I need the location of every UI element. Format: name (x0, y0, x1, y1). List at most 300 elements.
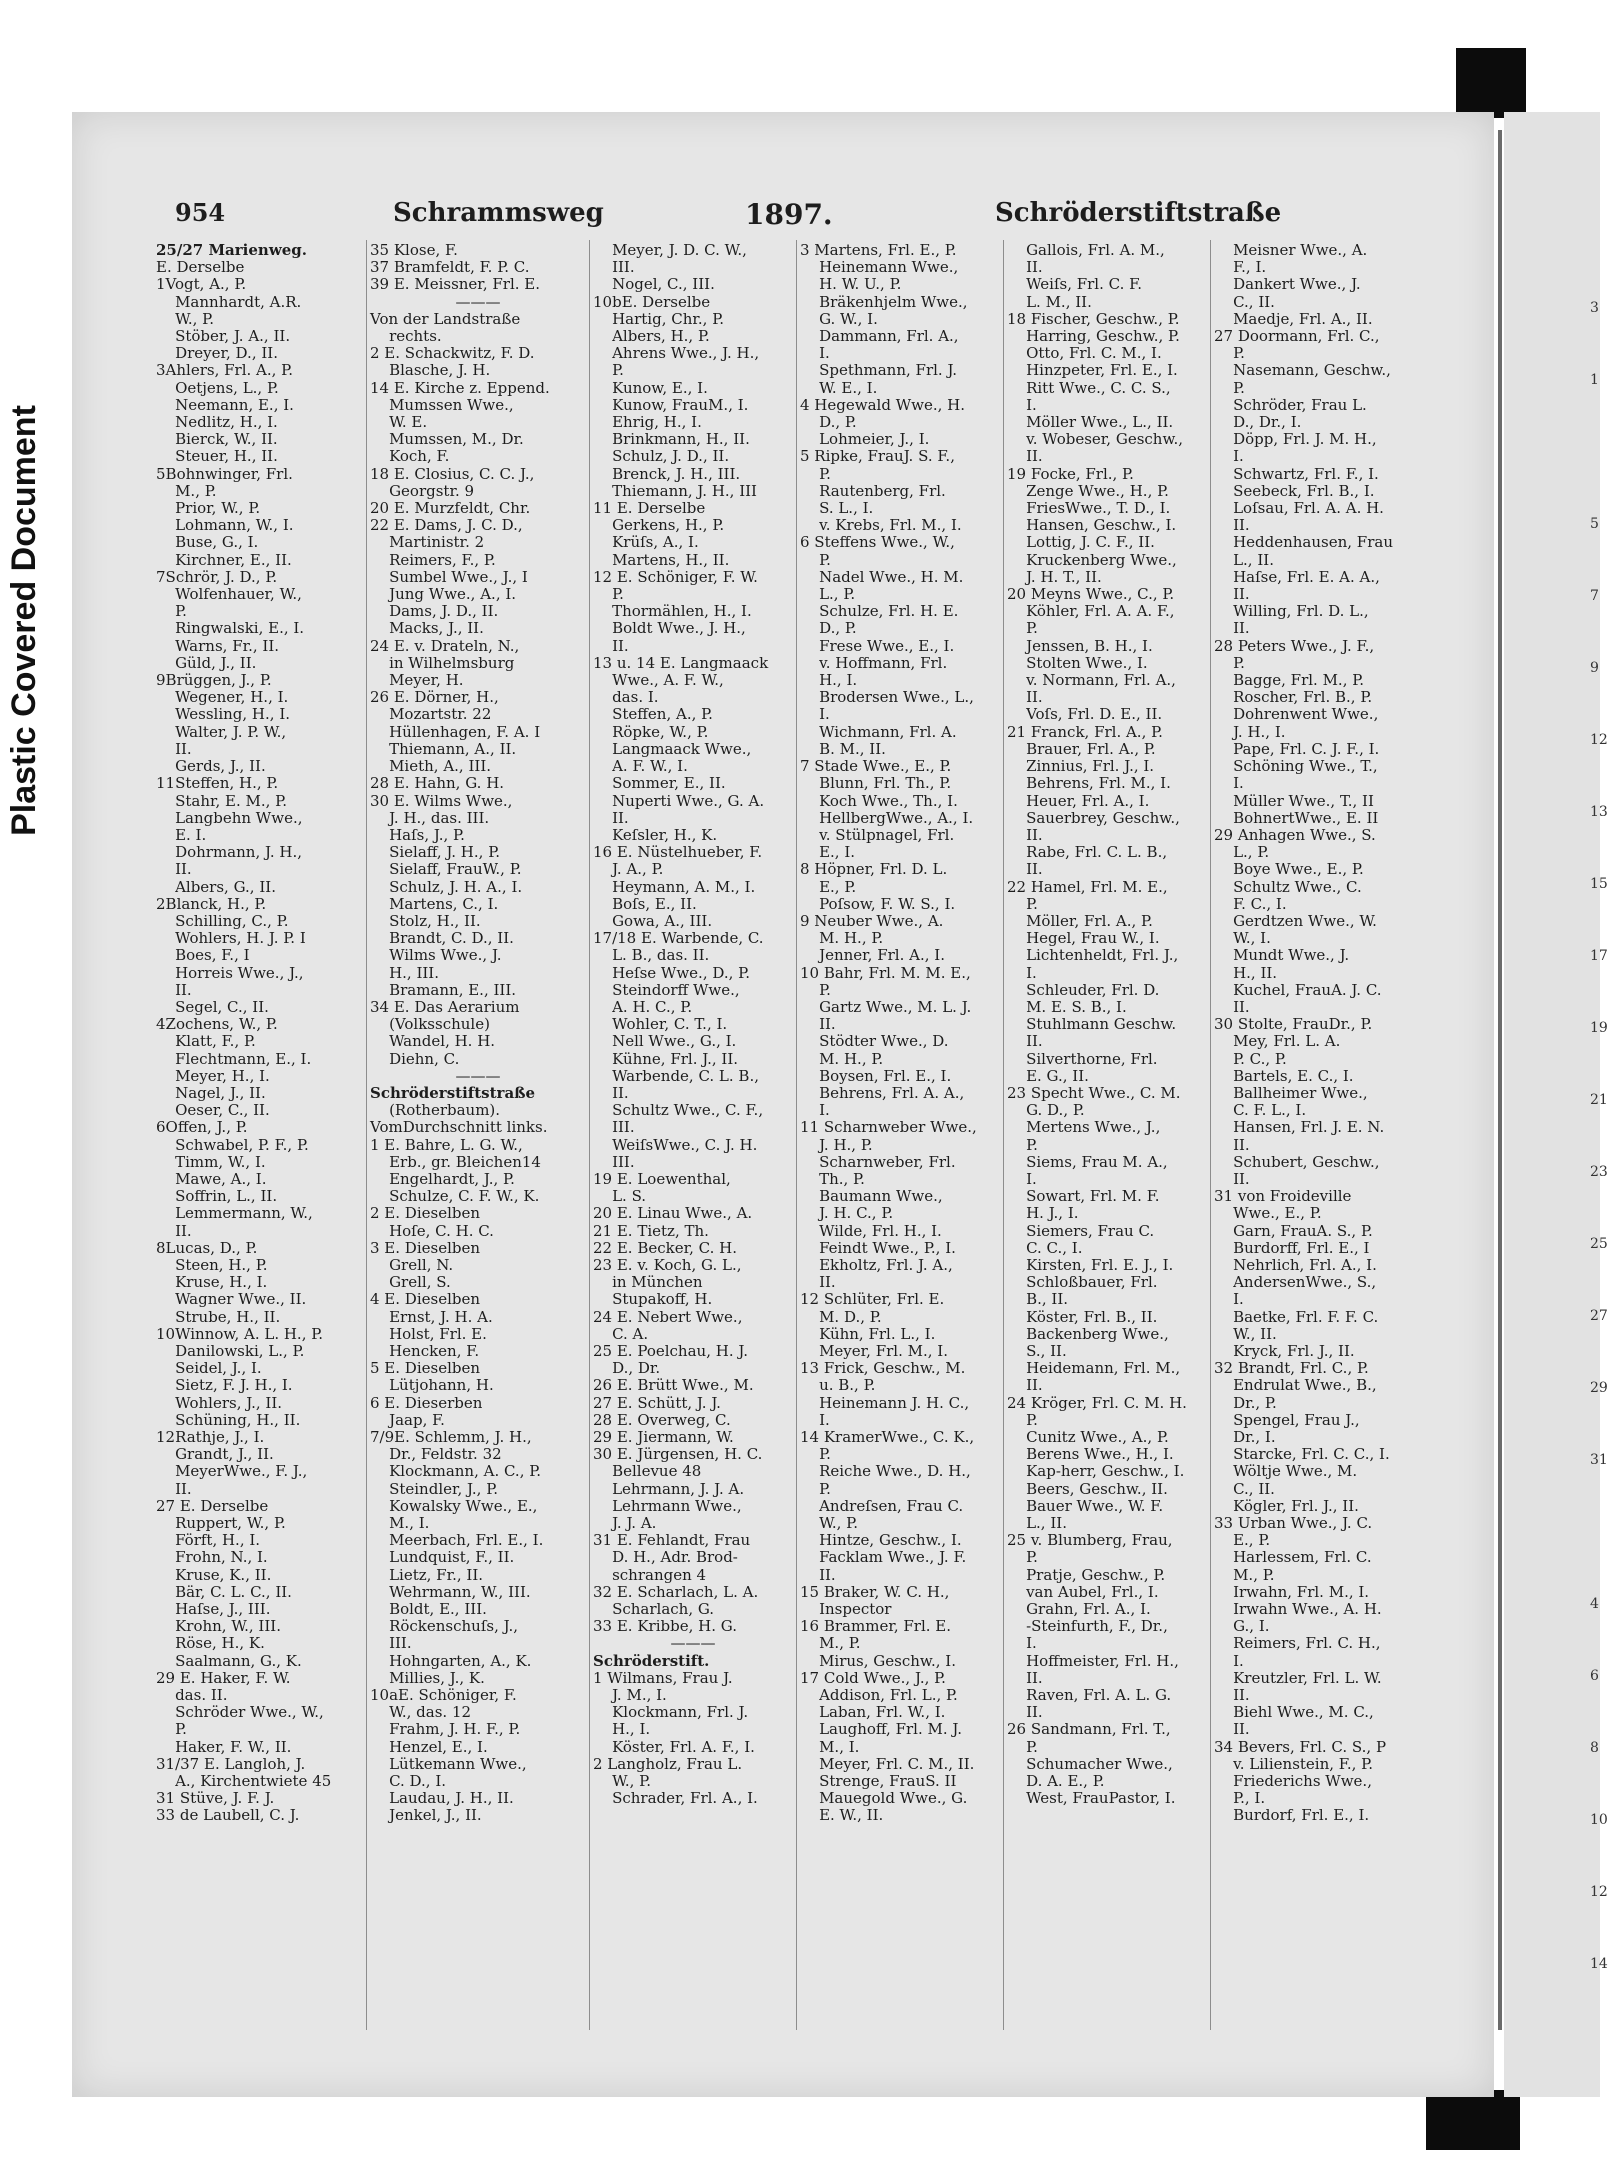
entry-line: Zinnius, Frl. J., I. (1007, 757, 1155, 776)
entry-line: Nuperti Wwe., G. A. (593, 791, 765, 810)
entry-line: E., P. (800, 877, 857, 896)
entry-line: Sommer, E., II. (593, 774, 726, 793)
directory-column-6 (1214, 242, 1410, 2082)
entry-line: Thiemann, A., II. (370, 739, 517, 758)
directory-column-3 (593, 242, 793, 2082)
entry-line: Meisner Wwe., A. (1214, 241, 1368, 259)
entry-line: S., II. (1007, 1342, 1067, 1360)
entry-line: Burdorf, Frl. E., I. (1214, 1806, 1370, 1825)
entry-line: v. Normann, Frl. A., (1007, 671, 1176, 690)
entry-line: D., P. (800, 413, 857, 432)
entry-line: 2 E. Schackwitz, F. D. (370, 344, 535, 363)
entry-line: I. (800, 1410, 830, 1429)
entry-line: 6 E. Dieserben (370, 1393, 483, 1412)
entry-line: Sumbel Wwe., J., I (370, 567, 528, 586)
entry-line: Sielaff, J. H., P. (370, 843, 501, 862)
edge-number: 8 (1590, 1740, 1599, 1756)
entry-line: Brenck, J. H., III. (593, 464, 741, 483)
entry-line: Lottig, J. C. F., II. (1007, 533, 1155, 552)
entry-line: 7 Stade Wwe., E., P. (800, 757, 952, 776)
entry-line: Kruse, K., II. (156, 1565, 272, 1584)
entry-line: P. (800, 1479, 831, 1498)
entry-line: 5 Ripke, FrauJ. S. F., (800, 447, 955, 466)
entry-line: 18 Fischer, Geschw., P. (1007, 309, 1180, 328)
entry-line: 16 Brammer, Frl. E. (800, 1617, 952, 1636)
entry-line: 30 E. Wilms Wwe., (370, 791, 513, 810)
entry-line: Irwahn, Frl. M., I. (1214, 1582, 1370, 1601)
edge-number: 31 (1590, 1452, 1608, 1468)
entry-line: Sauerbrey, Geschw., (1007, 808, 1180, 827)
entry-line: J. H., das. III. (370, 808, 490, 827)
entry-line: Von der Landstraße (370, 309, 521, 328)
entry-line: Biehl Wwe., M. C., (1214, 1703, 1374, 1722)
entry-line: Mey, Frl. L. A. (1214, 1032, 1341, 1051)
entry-line: Meerbach, Frl. E., I. (370, 1531, 544, 1550)
entry-line: 26 E. Brütt Wwe., M. (593, 1376, 754, 1395)
entry-line: Burdorff, Frl. E., I (1214, 1238, 1370, 1257)
edge-number: 27 (1590, 1308, 1608, 1324)
entry-line: L., P. (800, 585, 856, 604)
entry-line: Facklam Wwe., J. F. (800, 1548, 967, 1567)
entry-line: 25/27 Marienweg. (156, 241, 307, 259)
entry-line: Wwe., A. F. W., (593, 671, 724, 690)
entry-line: P. (800, 464, 831, 483)
entry-line: 19 Focke, Frl., P. (1007, 464, 1134, 483)
entry-line: Wöltje Wwe., M. (1214, 1462, 1358, 1481)
entry-line: Lohmann, W., I. (156, 516, 294, 535)
entry-line: L. B., das. II. (593, 946, 710, 965)
entry-line: Strenge, FrauS. II (800, 1772, 957, 1791)
entry-line: Nadel Wwe., H. M. (800, 567, 964, 586)
entry-line: 27 Doormann, Frl. C., (1214, 327, 1380, 346)
entry-line: D., Dr. (593, 1359, 661, 1378)
entry-line: II. (1214, 997, 1250, 1016)
entry-line: v. Hoffmann, Frl. (800, 653, 948, 672)
entry-line: Meyer, Frl. C. M., II. (800, 1754, 975, 1773)
entry-line: Schultz Wwe., C. F., (593, 1101, 764, 1120)
entry-line: II. (1214, 585, 1250, 604)
entry-line: Schöning Wwe., T., (1214, 757, 1378, 776)
entry-line: Raven, Frl. A. L. G. (1007, 1686, 1172, 1705)
entry-line: M., P. (156, 481, 217, 500)
entry-line: 10 Bahr, Frl. M. M. E., (800, 963, 971, 982)
entry-line: D., Dr., I. (1214, 413, 1302, 432)
entry-line: Dr., P. (1214, 1393, 1277, 1412)
page-gutter (1498, 130, 1502, 2030)
entry-line: u. B., P. (800, 1376, 876, 1395)
entry-line: W., II. (1214, 1324, 1277, 1343)
entry-line: Millies, J., K. (370, 1668, 485, 1687)
entry-line: Mirus, Geschw., I. (800, 1651, 956, 1670)
entry-line: Beers, Geschw., II. (1007, 1479, 1168, 1498)
next-page-edge (1504, 112, 1600, 2097)
entry-line: Baumann Wwe., (800, 1187, 943, 1206)
entry-line: Schulze, C. F. W., K. (370, 1187, 540, 1206)
entry-line: 13 Frick, Geschw., M. (800, 1359, 966, 1378)
entry-line: Behrens, Frl. A. A., (800, 1083, 965, 1102)
entry-line: Schulz, J. D., II. (593, 447, 730, 466)
entry-line: Bagge, Frl. M., P. (1214, 671, 1365, 690)
entry-line: M., P. (800, 1634, 861, 1653)
entry-line: Martinistr. 2 (370, 533, 485, 552)
entry-line: III. (370, 1634, 412, 1653)
entry-line: Lundquist, F., II. (370, 1548, 515, 1567)
entry-line: 11Steffen, H., P. (156, 774, 279, 793)
entry-line: III. (593, 258, 635, 277)
entry-line: 33 de Laubell, C. J. (156, 1806, 300, 1825)
entry-line: Reimers, Frl. C. H., (1214, 1634, 1381, 1653)
entry-line: Jenkel, J., II. (370, 1806, 482, 1825)
entry-line: Mawe, A., I. (156, 1169, 267, 1188)
entry-line: II. (1214, 1135, 1250, 1154)
entry-line: Köster, Frl. A. F., I. (593, 1737, 755, 1756)
edge-number: 3 (1590, 300, 1599, 316)
left-heading: Schrammsweg (393, 198, 604, 228)
entry-line: P. (800, 550, 831, 569)
entry-line: B., II. (1007, 1290, 1069, 1309)
entry-line: Möller, Frl. A., P. (1007, 911, 1153, 930)
entry-line: Steuer, H., II. (156, 447, 278, 466)
column-divider (589, 240, 590, 2030)
entry-line: Nehrlich, Frl. A., I. (1214, 1255, 1377, 1274)
entry-line: II. (1007, 258, 1043, 277)
entry-line: Mozartstr. 22 (370, 705, 492, 724)
entry-line: Blasche, J. H. (370, 361, 491, 380)
entry-line: 23 Specht Wwe., C. M. (1007, 1083, 1181, 1102)
entry-line: C. C., I. (1007, 1238, 1083, 1257)
entry-line: III. (593, 1118, 635, 1137)
entry-line: A., Kirchentwiete 45 (156, 1772, 332, 1791)
entry-line: I. (1007, 963, 1037, 982)
entry-line: Wohler, C. T., I. (593, 1015, 728, 1034)
entry-line: Stuhlmann Geschw. (1007, 1015, 1177, 1034)
entry-line: Gallois, Frl. A. M., (1007, 241, 1165, 259)
entry-line: Kunow, E., I. (593, 378, 708, 397)
entry-line: Haſse, J., III. (156, 1600, 271, 1619)
entry-line: 15 Braker, W. C. H., (800, 1582, 950, 1601)
entry-line: II. (593, 636, 629, 655)
entry-line: Prior, W., P. (156, 499, 261, 518)
entry-line: Thiemann, J. H., III (593, 481, 757, 500)
entry-line: Keſsler, H., K. (593, 825, 718, 844)
entry-line: Wagner Wwe., II. (156, 1290, 307, 1309)
entry-line: Segel, C., II. (156, 997, 269, 1016)
entry-line: rechts. (370, 327, 442, 346)
entry-line: Bartels, E. C., I. (1214, 1066, 1354, 1085)
edge-number: 25 (1590, 1236, 1608, 1252)
entry-line: Kruse, H., I. (156, 1273, 268, 1292)
entry-line: Warbende, C. L. B., (593, 1066, 759, 1085)
edge-number: 21 (1590, 1092, 1608, 1108)
entry-line: H., I. (593, 1720, 651, 1739)
entry-line: 19 E. Loewenthal, (593, 1169, 731, 1188)
entry-line: G., I. (1214, 1617, 1270, 1636)
entry-line: Albers, G., II. (156, 877, 276, 896)
entry-line: I. (1214, 1651, 1244, 1670)
entry-line: Steen, H., P. (156, 1255, 268, 1274)
entry-line: 10bE. Derselbe (593, 292, 711, 311)
entry-line: 34 E. Das Aerarium (370, 997, 520, 1016)
entry-line: P. (1007, 1410, 1038, 1429)
entry-line: Frahm, J. H. F., P. (370, 1720, 521, 1739)
entry-line: Stödter Wwe., D. (800, 1032, 949, 1051)
year: 1897. (745, 198, 833, 231)
entry-line: Laughoff, Frl. M. J. (800, 1720, 963, 1739)
entry-line: I. (1007, 1169, 1037, 1188)
entry-line: Grell, N. (370, 1255, 454, 1274)
entry-line: P. C., P. (1214, 1049, 1287, 1068)
entry-line: Martens, C., I. (370, 894, 499, 913)
entry-line: Lehrmann Wwe., (593, 1496, 742, 1515)
bottom-black-bar (1426, 2090, 1520, 2150)
entry-line: 33 E. Kribbe, H. G. (593, 1617, 737, 1636)
entry-line: Wohlers, J., II. (156, 1393, 283, 1412)
entry-line: Meyer, Frl. M., I. (800, 1342, 948, 1360)
entry-line: Lemmermann, W., (156, 1204, 313, 1223)
entry-line: W., P. (156, 309, 214, 328)
entry-line: P. (593, 585, 624, 604)
entry-line: Wilms Wwe., J. (370, 946, 502, 965)
entry-line: P. (800, 980, 831, 999)
entry-line: E., P. (1214, 1531, 1271, 1550)
entry-line: Bierck, W., II. (156, 430, 278, 449)
entry-line: M., I. (370, 1514, 430, 1533)
entry-line: Martens, H., II. (593, 550, 730, 569)
entry-line: Güld, J., II. (156, 653, 257, 672)
entry-line: Gowa, A., III. (593, 911, 713, 930)
entry-line: L., II. (1214, 550, 1274, 569)
entry-line: Scharlach, G. (593, 1600, 715, 1619)
entry-line: Ehrig, H., I. (593, 413, 702, 432)
entry-line: Kirchner, E., II. (156, 550, 292, 569)
entry-line: Rabe, Frl. C. L. B., (1007, 843, 1168, 862)
entry-line: Schultz Wwe., C. (1214, 877, 1362, 896)
entry-line: L., II. (1007, 1514, 1067, 1533)
entry-line: Schilling, C., P. (156, 911, 289, 930)
entry-line: Stolz, H., II. (370, 911, 481, 930)
entry-line: II. (1007, 688, 1043, 707)
entry-line: W., I. (1214, 929, 1271, 948)
entry-line: Hüllenhagen, F. A. I (370, 722, 541, 741)
entry-line: Wessling, H., I. (156, 705, 291, 724)
entry-line: 10Winnow, A. L. H., P. (156, 1324, 324, 1343)
entry-line: H., III. (370, 963, 440, 982)
entry-line: G. W., I. (800, 309, 878, 328)
column-divider (1003, 240, 1004, 2030)
entry-line: Nell Wwe., G., I. (593, 1032, 737, 1051)
entry-line: ——— (670, 1634, 716, 1653)
edge-number: 10 (1590, 1812, 1608, 1828)
entry-line: Nedlitz, H., I. (156, 413, 278, 432)
entry-line: P. (1007, 1737, 1038, 1756)
entry-line: II. (1007, 1703, 1043, 1722)
entry-line: v. Stülpnagel, Frl. (800, 825, 955, 844)
entry-line: Schröderstiftstraße (370, 1083, 536, 1102)
entry-line: Thormählen, H., I. (593, 602, 752, 621)
entry-line: J. H. T., II. (1007, 567, 1102, 586)
column-divider (366, 240, 367, 2030)
entry-line: 14 E. Kirche z. Eppend. (370, 378, 550, 397)
entry-line: Boſs, E., II. (593, 894, 697, 913)
entry-line: Haſs, J., P. (370, 825, 465, 844)
entry-line: Baetke, Frl. F. F. C. (1214, 1307, 1379, 1326)
entry-line: Schleuder, Frl. D. (1007, 980, 1160, 999)
entry-line: L. M., II. (1007, 292, 1092, 311)
entry-line: II. (156, 860, 192, 879)
entry-line: P., I. (1214, 1789, 1266, 1808)
entry-line: Stolten Wwe., I. (1007, 653, 1148, 672)
entry-line: D. H., Adr. Brod- (593, 1548, 738, 1567)
entry-line: Schwabel, P. F., P. (156, 1135, 309, 1154)
entry-line: ——— (455, 1066, 501, 1085)
entry-line: 23 E. v. Koch, G. L., (593, 1255, 742, 1274)
entry-line: III. (593, 1152, 635, 1171)
entry-line: AndersenWwe., S., (1214, 1273, 1377, 1292)
entry-line: J. H. C., P. (800, 1204, 894, 1223)
entry-line: Jenner, Frl. A., I. (800, 946, 945, 965)
entry-line: Loſsau, Frl. A. A. H. (1214, 499, 1384, 518)
entry-line: 27 E. Derselbe (156, 1496, 269, 1515)
entry-line: Addison, Frl. L., P. (800, 1686, 958, 1705)
entry-line: W. E., I. (800, 378, 878, 397)
entry-line: F. C., I. (1214, 894, 1287, 913)
entry-line: 1 Wilmans, Frau J. (593, 1668, 733, 1687)
entry-line: Laban, Frl. W., I. (800, 1703, 946, 1722)
entry-line: Schulz, J. H. A., I. (370, 877, 523, 896)
entry-line: Klockmann, Frl. J. (593, 1703, 749, 1722)
entry-line: M. E. S. B., I. (1007, 997, 1127, 1016)
entry-line: I. (800, 344, 830, 363)
entry-line: Heidemann, Frl. M., (1007, 1359, 1181, 1378)
entry-line: D. A. E., P. (1007, 1772, 1105, 1791)
entry-line: Endrulat Wwe., B., (1214, 1376, 1377, 1395)
edge-number: 4 (1590, 1596, 1599, 1612)
entry-line: Hinzpeter, Frl. E., I. (1007, 361, 1178, 380)
entry-line: Dohrenwent Wwe., (1214, 705, 1379, 724)
entry-line: Hansen, Frl. J. E. N. (1214, 1118, 1385, 1137)
entry-line: Cunitz Wwe., A., P. (1007, 1428, 1169, 1447)
entry-line: I. (1007, 395, 1037, 414)
entry-line: Soffrin, L., II. (156, 1187, 278, 1206)
entry-line: Boysen, Frl. E., I. (800, 1066, 952, 1085)
entry-line: II. (1214, 619, 1250, 638)
entry-line: Mertens Wwe., J., (1007, 1118, 1161, 1137)
entry-line: Mauegold Wwe., G. (800, 1789, 968, 1808)
entry-line: Albers, H., P. (593, 327, 710, 346)
entry-line: A. F. W., I. (593, 757, 688, 776)
entry-line: Reimers, F., P. (370, 550, 496, 569)
entry-line: Walter, J. P. W., (156, 722, 287, 741)
column-divider (796, 240, 797, 2030)
entry-line: Heuer, Frl. A., I. (1007, 791, 1150, 810)
entry-line: H. J., I. (1007, 1204, 1079, 1223)
entry-line: P. (1214, 344, 1245, 363)
entry-line: Boes, F., I (156, 946, 250, 965)
entry-line: 31 E. Fehlandt, Frau (593, 1531, 751, 1550)
entry-line: Reiche Wwe., D. H., (800, 1462, 971, 1481)
entry-line: Boldt, E., III. (370, 1600, 487, 1619)
entry-line: Georgstr. 9 (370, 481, 475, 500)
page-number: 954 (175, 198, 226, 227)
entry-line: Behrens, Frl. M., I. (1007, 774, 1171, 793)
entry-line: Wehrmann, W., III. (370, 1582, 531, 1601)
entry-line: L. S. (593, 1187, 647, 1206)
entry-line: Garn, FrauA. S., P. (1214, 1221, 1373, 1240)
entry-line: Irwahn Wwe., A. H. (1214, 1600, 1382, 1619)
entry-line: Bellevue 48 (593, 1462, 702, 1481)
entry-line: Ritt Wwe., C. C. S., (1007, 378, 1171, 397)
entry-line: Friederichs Wwe., (1214, 1772, 1372, 1791)
entry-line: Haſse, Frl. E. A. A., (1214, 567, 1380, 586)
entry-line: II. (1007, 860, 1043, 879)
entry-line: Harlessem, Frl. C. (1214, 1548, 1372, 1567)
entry-line: I. (800, 1101, 830, 1120)
entry-line: P. (1007, 1135, 1038, 1154)
entry-line: Henzel, E., I. (370, 1737, 488, 1756)
sidebar-label (4, 360, 44, 880)
entry-line: Dreyer, D., II. (156, 344, 278, 363)
entry-line: Siemers, Frau C. (1007, 1221, 1155, 1240)
entry-line: Oeser, C., II. (156, 1101, 270, 1120)
entry-line: I. (800, 705, 830, 724)
entry-line: Brodersen Wwe., L., (800, 688, 974, 707)
entry-line: Pape, Frl. C. J. F., I. (1214, 739, 1380, 758)
entry-line: Ahrens Wwe., J. H., (593, 344, 760, 363)
entry-line: Hoſe, C. H. C. (370, 1221, 494, 1240)
entry-line: Kruckenberg Wwe., (1007, 550, 1177, 569)
entry-line: Spethmann, Frl. J. (800, 361, 958, 380)
entry-line: 33 Urban Wwe., J. C. (1214, 1514, 1373, 1533)
entry-line: 32 E. Scharlach, L. A. (593, 1582, 759, 1601)
entry-line: 1Vogt, A., P. (156, 275, 247, 294)
entry-line: G. D., P. (1007, 1101, 1085, 1120)
entry-line: P. (156, 1720, 187, 1739)
entry-line: Blunn, Frl. Th., P. (800, 774, 952, 793)
entry-line: 28 E. Overweg, C. (593, 1410, 731, 1429)
entry-line: 22 Hamel, Frl. M. E., (1007, 877, 1168, 896)
column-divider (1210, 240, 1211, 2030)
entry-line: v. Krebs, Frl. M., I. (800, 516, 962, 535)
entry-line: Boldt Wwe., J. H., (593, 619, 746, 638)
entry-line: Heddenhausen, Frau (1214, 533, 1393, 552)
edge-number: 12 (1590, 732, 1608, 748)
entry-line: 11 E. Derselbe (593, 499, 706, 518)
entry-line: Ekholtz, Frl. J. A., (800, 1255, 953, 1274)
entry-line: Köhler, Frl. A. A. F., (1007, 602, 1175, 621)
entry-line: Dohrmann, J. H., (156, 843, 302, 862)
entry-line: Diehn, C. (370, 1049, 460, 1068)
entry-line: P. (1214, 653, 1245, 672)
entry-line: 20 E. Murzfeldt, Chr. (370, 499, 531, 518)
entry-line: J. H., I. (1214, 722, 1286, 741)
entry-line: Hintze, Geschw., I. (800, 1531, 962, 1550)
entry-line: W., P. (593, 1772, 651, 1791)
entry-line: Starcke, Frl. C. C., I. (1214, 1445, 1390, 1464)
entry-line: I. (1007, 1634, 1037, 1653)
entry-line: 25 E. Poelchau, H. J. (593, 1342, 748, 1360)
entry-line: Kap-herr, Geschw., I. (1007, 1462, 1185, 1481)
entry-line: W., das. 12 (370, 1703, 472, 1722)
entry-line: Schloßbauer, Frl. (1007, 1273, 1158, 1292)
entry-line: Krohn, W., III. (156, 1617, 281, 1636)
entry-line: P. (800, 1445, 831, 1464)
entry-line: Kühne, Frl. J., II. (593, 1049, 739, 1068)
entry-line: -Steinfurth, F., Dr., (1007, 1617, 1168, 1636)
entry-line: Wichmann, Frl. A. (800, 722, 957, 741)
entry-line: II. (1007, 825, 1043, 844)
entry-line: A. H. C., P. (593, 997, 693, 1016)
entry-line: 27 E. Schütt, J. J. (593, 1393, 721, 1412)
